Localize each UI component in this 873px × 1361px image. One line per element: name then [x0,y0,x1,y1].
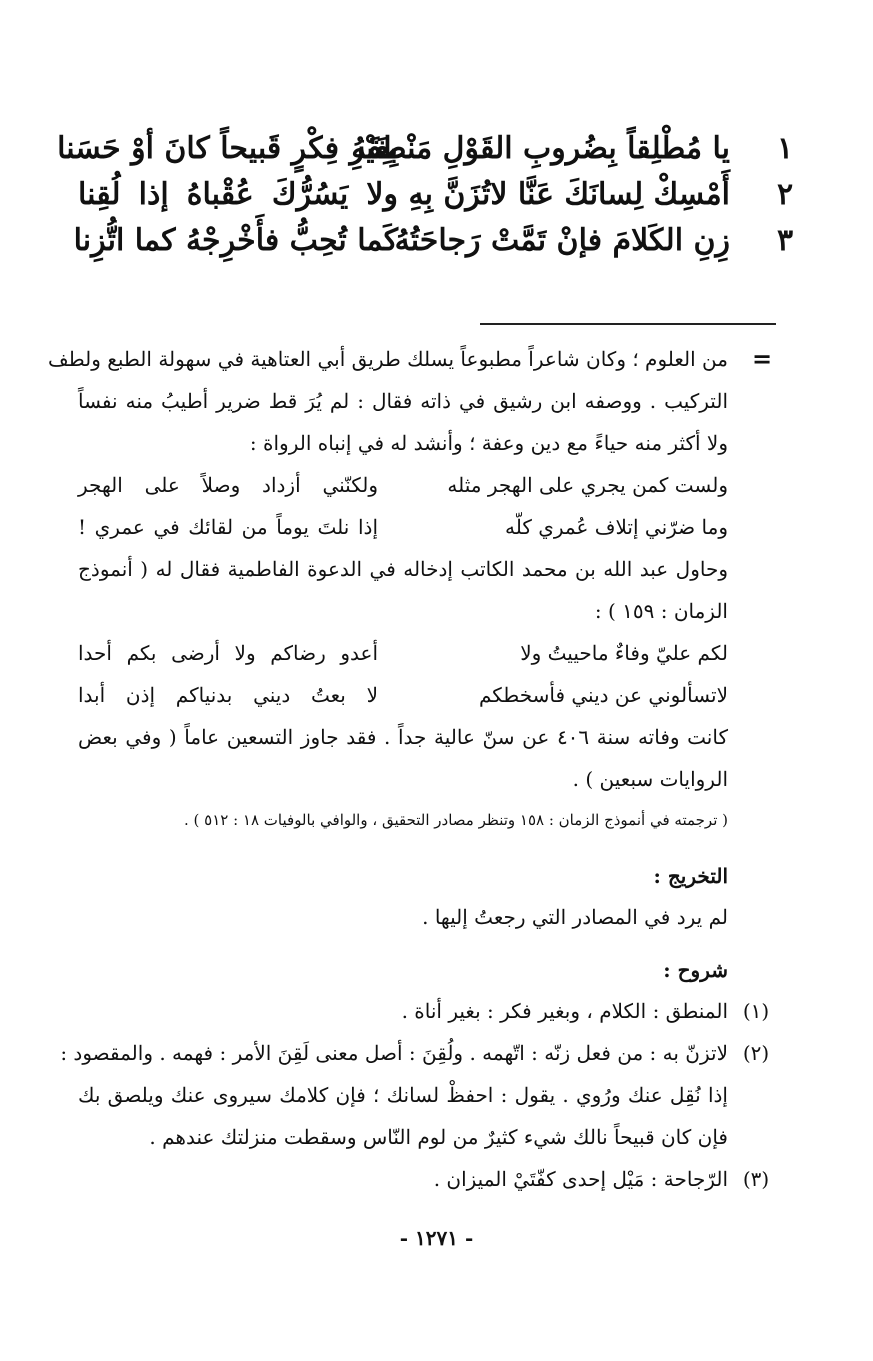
gloss-note [60,1032,770,1158]
footnote-line: كانت وفاته سنة ٤٠٦ عن سنّ عالية جداً . فقد جاوز التسعين عاماً ( وفي بعض [78,725,728,749]
continuation-marker: = [752,344,773,373]
quoted-verse [78,464,728,506]
footnote-separator [480,323,776,325]
first-hemistich: أَمْسِكْ لِسانَكَ عَنَّا لاتُزَنَّ بِهِ [408,177,730,212]
second-hemistich: لا بعتُ ديني بدنياكم إذن أبدا [78,683,378,707]
second-hemistich: ولكنّني أزداد وصلاً على الهجر [78,473,378,497]
poem-line [70,218,800,264]
note-number: (٣) [742,1167,770,1191]
note-number: (١) [742,999,770,1023]
poem-line [70,172,800,218]
footnote-line: الروايات سبعين ) . [572,767,728,791]
quoted-verse [78,674,728,716]
verse-number: ٣ [776,223,794,258]
second-hemistich: إذا نلتَ يوماً من لقائك في عمري ! [78,515,378,539]
second-hemistich: بِغَيْرِ فِكْرٍ قَبيحاً كانَ أوْ حَسَنا [57,131,398,166]
page-number: - ١٢٧١ - [399,1226,474,1250]
first-hemistich: لكم عليّ وفاءٌ ماحييتُ ولا [520,641,728,665]
note-line: الرّجاحة : مَيْل إحدى كفّتَيْ الميزان . [433,1167,728,1191]
note-line: المنطق : الكلام ، وبغير فكر : بغير أناة . [401,999,728,1023]
verse-number: ١ [776,131,794,166]
footnote-body [48,338,728,840]
footnote-line: التركيب . ووصفه ابن رشيق في ذاته فقال : لم يُرَ قط ضرير أطيبُ منه نفساً [78,389,728,413]
footnote-line: ولا أكثر منه حياءً مع دين وعفة ؛ وأنشد له في إنباه الرواة : [249,431,728,455]
second-hemistich: ولا يَسُرُّكَ عُقْباهُ إذا لُقِنا [78,177,398,212]
source-citation: ( ترجمته في أنموذج الزمان : ١٥٨ وتنظر مصادر التحقيق ، والوافي بالوفيات ١٨ : ٥١٢ ) . [183,811,728,829]
note-line: فإن كان قبيحاً نالك شيء كثيرٌ من لوم النّاس وسقطت منزلتك عندهم . [149,1125,728,1149]
first-hemistich: زِنِ الكَلامَ فإنْ تَمَّتْ رَجاحَتُهُ [394,223,730,258]
footnote-line: الزمان : ١٥٩ ) : [594,599,728,623]
first-hemistich: وما ضرّني إتلاف عُمري كلّه [505,515,728,539]
section-heading: شروح : [663,958,728,982]
note-line: لاتزنّ به : من فعل زنّه : اتّهمه . ولُقِنَ : أصل معنى لَقِنَ الأمر : فهمه . والمقصود : [60,1041,728,1065]
quoted-verse [78,632,728,674]
footnote-line: وحاول عبد الله بن محمد الكاتب إدخاله في الدعوة الفاطمية فقال له ( أنموذج [78,557,728,581]
note-number: (٢) [742,1041,770,1065]
verse-number: ٢ [776,177,794,212]
takhrij-section [78,856,728,938]
poem-line [57,126,800,172]
gloss-note [78,1158,770,1200]
second-hemistich: كَما تُحِبُّ فأَخْرِجْهُ كما اتُّزِنا [73,223,398,258]
first-hemistich: ولست كمن يجري على الهجر مثله [447,473,728,497]
gloss-note [78,990,770,1032]
quoted-verse [78,506,728,548]
section-text: لم يرد في المصادر التي رجعتُ إليها . [422,905,728,929]
poem [57,126,800,264]
shuruh-section [60,950,770,1200]
section-heading: التخريج : [653,864,728,888]
first-hemistich: لاتسألوني عن ديني فأسخطكم [478,683,728,707]
first-hemistich: يا مُطْلِقاً بِضُروبِ القَوْلِ مَنْطِقَهُ [351,131,730,166]
second-hemistich: أعدو رضاكم ولا أرضى بكم أحدا [78,641,378,665]
footnote-line: من العلوم ؛ وكان شاعراً مطبوعاً يسلك طريق أبي العتاهية في سهولة الطبع ولطف [48,347,728,371]
note-line: إذا نُقِل عنك ورُوي . يقول : احفظْ لسانك ؛ فإن كلامك سيروى عنك ويلصق بك [78,1083,728,1107]
